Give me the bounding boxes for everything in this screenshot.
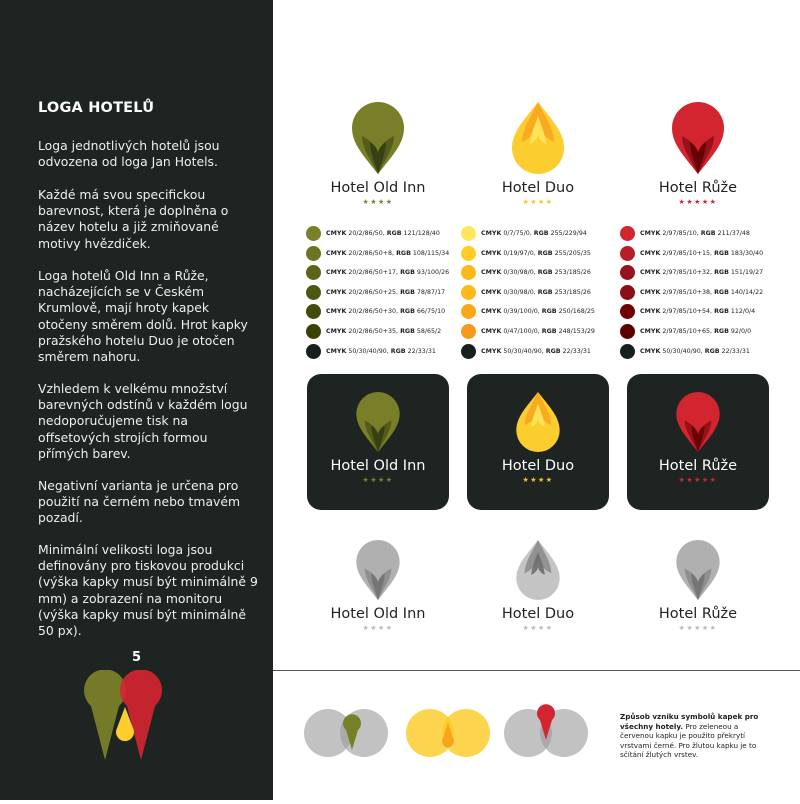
rgb-value: 22/33/31: [721, 347, 750, 355]
swatch-row: [461, 343, 611, 360]
stars-duo: ★★★★: [522, 624, 554, 632]
rgb-label: RGB: [541, 327, 557, 335]
swatch-label: CMYK 2/97/85/10, RGB 211/37/48: [640, 230, 750, 237]
swatch-row: [306, 323, 456, 340]
swatch-row: [306, 225, 456, 242]
rgb-label: RGB: [390, 347, 406, 355]
cmyk-label: CMYK: [640, 327, 661, 335]
swatch-row: [620, 225, 770, 242]
jan-hotels-symbol: [0, 670, 273, 800]
tile-old-inn-negative: [307, 374, 449, 510]
swatch-label: CMYK 0/47/100/0, RGB 248/153/29: [481, 327, 595, 335]
cmyk-value: 50/30/40/90: [503, 347, 542, 355]
drop-up-icon: [513, 540, 563, 600]
cmyk-value: 50/30/40/90: [662, 347, 701, 355]
logo-ruze-grey: [618, 540, 778, 632]
hotel-name-duo: Hotel Duo: [501, 458, 575, 474]
sidebar: [0, 0, 273, 670]
cmyk-value: 2/97/85/10+15: [662, 249, 711, 257]
construction-old-inn: [304, 709, 388, 757]
swatch-label: CMYK 20/2/86/50+8, RGB 108/115/34: [326, 249, 450, 257]
cmyk-value: 20/2/86/50+17: [348, 269, 397, 277]
swatch-label: CMYK 0/39/100/0, RGB 250/168/25: [481, 308, 595, 316]
stars-ruze: ★★★★★: [678, 624, 718, 632]
rgb-value: 255/229/94: [550, 230, 587, 237]
cmyk-label: CMYK: [326, 269, 347, 277]
paragraph-intro: Loga jednotlivých hotelů jsou odvozena od loga Jan Hotels.: [38, 138, 220, 170]
paragraph-orientation: Loga hotelů Old Inn a Růže, nacházejících se v Českém Krumlově, mají hroty kapek otočeny směrem dolů. Hrot kapky pražského hotelu Duo je otočen směrem nahoru.: [38, 268, 248, 365]
swatch-label: CMYK 2/97/85/10+38, RGB 140/14/22: [640, 288, 764, 296]
swatch-label: CMYK 50/30/40/90, RGB 22/33/31: [640, 347, 750, 355]
swatch-color: [461, 226, 476, 241]
cmyk-value: 20/2/86/50+25: [348, 288, 397, 296]
rgb-label: RGB: [400, 269, 415, 277]
rgb-label: RGB: [714, 269, 729, 277]
note-bold: Způsob vzniku symbolů kapek pro všechny hotely.: [620, 712, 759, 731]
swatch-row: [461, 245, 611, 262]
cmyk-label: CMYK: [481, 288, 502, 296]
swatch-color: [461, 324, 476, 339]
rgb-value: 255/205/35: [554, 249, 591, 257]
rgb-value: 253/185/26: [554, 288, 591, 296]
stars-old-inn: ★★★★: [362, 198, 394, 206]
swatch-color: [306, 285, 321, 300]
swatch-color: [620, 304, 635, 319]
cmyk-label: CMYK: [326, 308, 347, 316]
cmyk-label: CMYK: [640, 308, 661, 316]
logo-old-inn-grey: [298, 540, 458, 632]
drop-down-icon: [668, 102, 728, 174]
rgb-label: RGB: [537, 288, 553, 296]
cmyk-value: 2/97/85/10+38: [662, 288, 711, 296]
swatch-row: [461, 264, 611, 281]
rgb-value: 78/87/17: [416, 288, 446, 296]
swatch-label: CMYK 2/97/85/10+54, RGB 112/0/4: [640, 308, 756, 316]
cmyk-value: 20/2/86/50+30: [348, 308, 397, 316]
construction-ruze: [504, 704, 588, 757]
swatch-color: [620, 285, 635, 300]
swatch-label: CMYK 50/30/40/90, RGB 22/33/31: [481, 347, 591, 355]
rgb-value: 151/19/27: [730, 269, 764, 277]
swatch-row: [620, 284, 770, 301]
stars-ruze: ★★★★★: [678, 198, 718, 206]
rgb-label: RGB: [400, 288, 415, 296]
cmyk-value: 0/19/97/0: [503, 249, 534, 257]
rgb-value: 250/168/25: [558, 308, 595, 316]
cmyk-value: 20/2/86/50: [348, 230, 383, 237]
hotel-name-old-inn: Hotel Old Inn: [330, 606, 426, 622]
swatch-color: [461, 285, 476, 300]
swatch-color: [620, 344, 635, 359]
stars-old-inn: ★★★★: [362, 476, 394, 484]
swatches-old-inn: [306, 225, 456, 362]
rgb-label: RGB: [400, 327, 415, 335]
cmyk-value: 0/7/75/0: [503, 230, 530, 237]
swatches-ruze: [620, 225, 770, 362]
rgb-label: RGB: [714, 327, 729, 335]
hotel-name-ruze: Hotel Růže: [658, 458, 738, 474]
drop-down-icon: [348, 102, 408, 174]
cmyk-label: CMYK: [481, 308, 502, 316]
swatch-row: [620, 343, 770, 360]
hotel-name-old-inn: Hotel Old Inn: [330, 180, 426, 196]
hotel-name-ruze: Hotel Růže: [658, 606, 738, 622]
cmyk-value: 2/97/85/10+65: [662, 327, 711, 335]
swatch-color: [620, 226, 635, 241]
swatch-label: CMYK 20/2/86/50+25, RGB 78/87/17: [326, 288, 446, 296]
swatch-label: CMYK 20/2/86/50+17, RGB 93/100/26: [326, 269, 450, 277]
paragraph-colors: Každé má svou specifickou barevnost, která je doplněna o název hotelu a již zmiňované motivy hvězdiček.: [38, 187, 229, 251]
paragraph-print: Vzhledem k velkému množství barevných odstínů v každém logu nedoporučujeme tisk na offsetových strojích formou přímých barev.: [38, 381, 248, 461]
rgb-label: RGB: [541, 308, 557, 316]
swatch-row: [461, 323, 611, 340]
rgb-label: RGB: [537, 269, 553, 277]
cmyk-label: CMYK: [326, 327, 347, 335]
swatch-label: CMYK 2/97/85/10+15, RGB 183/30/40: [640, 249, 764, 257]
rgb-value: 66/75/10: [416, 308, 446, 316]
cmyk-label: CMYK: [326, 230, 347, 237]
cmyk-label: CMYK: [481, 230, 502, 237]
rgb-label: RGB: [700, 230, 716, 237]
swatch-color: [620, 324, 635, 339]
stars-old-inn: ★★★★: [362, 624, 394, 632]
swatches-duo: [461, 225, 611, 362]
swatch-row: [620, 245, 770, 262]
cmyk-label: CMYK: [481, 249, 502, 257]
swatch-color: [461, 265, 476, 280]
cmyk-label: CMYK: [640, 230, 661, 237]
page-number: 5: [131, 650, 142, 665]
drop-up-icon: [513, 392, 563, 452]
rgb-value: 22/33/31: [407, 347, 436, 355]
swatch-label: CMYK 2/97/85/10+65, RGB 92/0/0: [640, 327, 752, 335]
swatch-label: CMYK 0/19/97/0, RGB 255/205/35: [481, 249, 591, 257]
swatch-row: [306, 264, 456, 281]
swatch-color: [620, 246, 635, 261]
rgb-value: 108/115/34: [412, 249, 450, 257]
paragraph-negative: Negativní varianta je určena pro použití na černém nebo tmavém pozadí.: [38, 478, 241, 526]
rgb-value: 22/33/31: [562, 347, 591, 355]
note-text: Pro zeleneou a červenou kapku je použito překrytí vrstvami černé. Pro žlutou kapku je to sčítání žlutých vrstev.: [620, 721, 757, 759]
rgb-label: RGB: [386, 230, 402, 237]
swatch-label: CMYK 20/2/86/50, RGB 121/128/40: [326, 230, 440, 237]
cmyk-label: CMYK: [481, 347, 502, 355]
swatch-row: [461, 284, 611, 301]
rgb-value: 140/14/22: [730, 288, 764, 296]
rgb-label: RGB: [714, 288, 729, 296]
rgb-label: RGB: [533, 230, 549, 237]
stars-ruze: ★★★★★: [678, 476, 718, 484]
hotel-name-duo: Hotel Duo: [501, 180, 575, 196]
swatch-row: [620, 303, 770, 320]
cmyk-label: CMYK: [326, 347, 347, 355]
hotel-name-duo: Hotel Duo: [501, 606, 575, 622]
cmyk-value: 2/97/85/10+32: [662, 269, 711, 277]
logo-duo-grey: [458, 540, 618, 632]
swatch-color: [306, 265, 321, 280]
logo-old-inn: [298, 102, 458, 206]
swatch-label: CMYK 20/2/86/50+35, RGB 58/65/2: [326, 327, 442, 335]
swatch-color: [461, 344, 476, 359]
swatch-color: [306, 304, 321, 319]
cmyk-label: CMYK: [326, 249, 347, 257]
swatch-row: [306, 303, 456, 320]
rgb-label: RGB: [714, 249, 729, 257]
swatch-row: [306, 245, 456, 262]
rgb-value: 248/153/29: [558, 327, 595, 335]
page-title: LOGA HOTELŮ: [38, 100, 155, 116]
swatch-row: [306, 284, 456, 301]
cmyk-value: 20/2/86/50+35: [348, 327, 397, 335]
rgb-value: 58/65/2: [416, 327, 442, 335]
cmyk-label: CMYK: [326, 288, 347, 296]
drop-down-icon: [353, 392, 403, 452]
cmyk-label: CMYK: [640, 347, 661, 355]
tile-duo-negative: [467, 374, 609, 510]
cmyk-label: CMYK: [481, 327, 502, 335]
stars-duo: ★★★★: [522, 198, 554, 206]
rgb-label: RGB: [545, 347, 561, 355]
swatch-color: [306, 246, 321, 261]
rgb-value: 92/0/0: [730, 327, 752, 335]
rgb-label: RGB: [704, 347, 720, 355]
swatch-color: [461, 304, 476, 319]
construction-duo: [406, 709, 490, 757]
swatch-label: CMYK 0/30/98/0, RGB 253/185/26: [481, 269, 591, 277]
drop-down-icon: [673, 540, 723, 600]
cmyk-value: 20/2/86/50+8: [348, 249, 393, 257]
cmyk-label: CMYK: [640, 269, 661, 277]
cmyk-value: 0/30/98/0: [503, 288, 534, 296]
cmyk-label: CMYK: [481, 269, 502, 277]
rgb-value: 253/185/26: [554, 269, 591, 277]
cmyk-label: CMYK: [640, 249, 661, 257]
swatch-color: [461, 246, 476, 261]
drop-down-icon: [353, 540, 403, 600]
logo-ruze: [618, 102, 778, 206]
swatch-color: [306, 324, 321, 339]
rgb-value: 183/30/40: [730, 249, 764, 257]
cmyk-value: 2/97/85/10: [662, 230, 697, 237]
swatch-row: [461, 303, 611, 320]
logo-duo: [458, 102, 618, 206]
swatch-label: CMYK 50/30/40/90, RGB 22/33/31: [326, 347, 436, 355]
swatch-color: [306, 344, 321, 359]
swatch-label: CMYK 0/30/98/0, RGB 253/185/26: [481, 288, 591, 296]
swatch-row: [620, 264, 770, 281]
rgb-label: RGB: [396, 249, 411, 257]
construction-note: [620, 712, 770, 760]
stars-duo: ★★★★: [522, 476, 554, 484]
rgb-label: RGB: [400, 308, 415, 316]
construction-diagrams: [300, 700, 610, 766]
swatch-row: [461, 225, 611, 242]
rgb-value: 121/128/40: [403, 230, 440, 237]
swatch-label: CMYK 20/2/86/50+30, RGB 66/75/10: [326, 308, 446, 316]
cmyk-value: 0/39/100/0: [503, 308, 538, 316]
swatch-label: CMYK 0/7/75/0, RGB 255/229/94: [481, 230, 587, 237]
rgb-label: RGB: [537, 249, 553, 257]
divider: [273, 670, 800, 671]
swatch-row: [620, 323, 770, 340]
cmyk-value: 0/47/100/0: [503, 327, 538, 335]
cmyk-value: 2/97/85/10+54: [662, 308, 711, 316]
hotel-name-old-inn: Hotel Old Inn: [330, 458, 426, 474]
rgb-label: RGB: [714, 308, 729, 316]
swatch-color: [620, 265, 635, 280]
swatch-label: CMYK 2/97/85/10+32, RGB 151/19/27: [640, 269, 764, 277]
paragraph-min-size: Minimální velikosti loga jsou definovány pro tiskovou produkci (výška kapky musí být minimálně 9 mm) a zobrazení na monitoru (výška kapky musí být minimálně 50 px).: [38, 542, 258, 639]
swatch-color: [306, 226, 321, 241]
drop-down-icon: [673, 392, 723, 452]
rgb-value: 112/0/4: [730, 308, 756, 316]
cmyk-value: 0/30/98/0: [503, 269, 534, 277]
tile-ruze-negative: [627, 374, 769, 510]
rgb-value: 93/100/26: [416, 269, 450, 277]
rgb-value: 211/37/48: [717, 230, 750, 237]
bottom-dark-panel: [0, 670, 273, 800]
drop-up-icon: [508, 102, 568, 174]
swatch-row: [306, 343, 456, 360]
cmyk-label: CMYK: [640, 288, 661, 296]
hotel-name-ruze: Hotel Růže: [658, 180, 738, 196]
cmyk-value: 50/30/40/90: [348, 347, 387, 355]
